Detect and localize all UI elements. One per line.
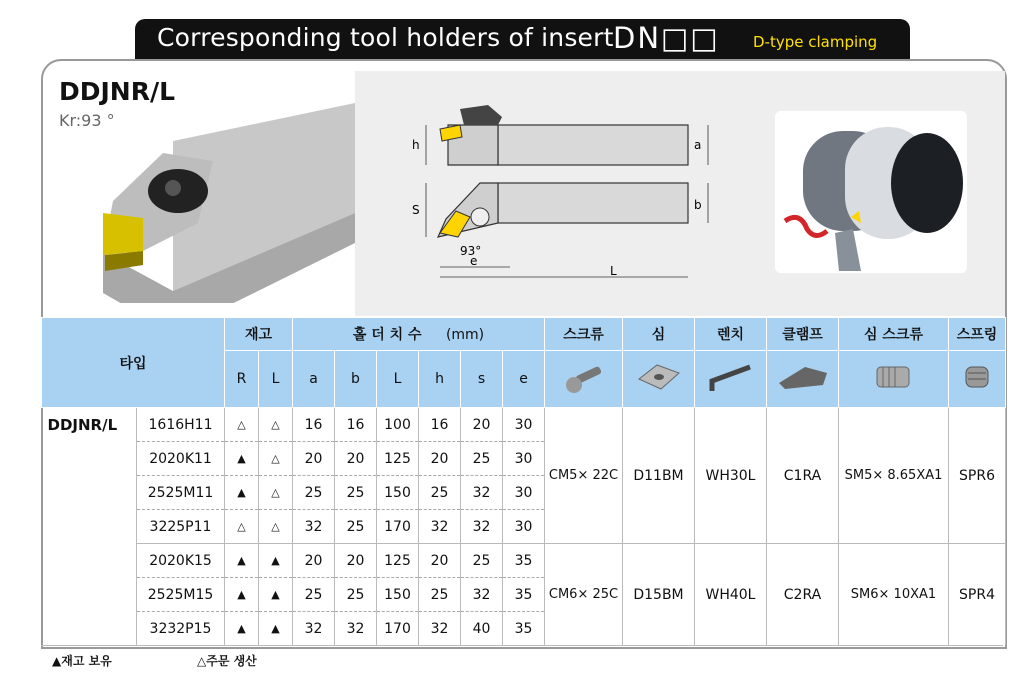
sub-r: R [225,351,259,408]
row-len: 125 [377,544,419,578]
sub-e: e [503,351,545,408]
legend-in-stock: ▲재고 보유 [52,654,112,668]
clamping-type: D-type clamping [753,33,878,51]
dim-label-s: S [412,203,420,217]
row-h: 32 [419,612,461,646]
row-r: ▲ [225,442,259,476]
group2-shim-screw: SM6× 10XA1 [839,544,949,646]
row-b: 20 [335,544,377,578]
row-len: 170 [377,510,419,544]
row-code: 2525M11 [137,476,225,510]
shim-screw-icon [839,351,949,408]
family-name: DDJNR/L [42,408,137,646]
row-s: 25 [461,544,503,578]
row-h: 32 [419,510,461,544]
sub-b: b [335,351,377,408]
row-len: 150 [377,578,419,612]
row-l: △ [259,408,293,442]
row-b: 20 [335,442,377,476]
dim-label-angle: 93° [460,244,482,258]
group1-shim-screw: SM5× 8.65XA1 [839,408,949,544]
row-code: 1616H11 [137,408,225,442]
row-s: 20 [461,408,503,442]
screw-header: 스크류 [545,318,623,351]
header-title: Corresponding tool holders of insert [157,23,614,52]
shim-screw-header: 심 스크류 [839,318,949,351]
group1-wrench: WH30L [695,408,767,544]
row-l: △ [259,442,293,476]
row-e: 30 [503,476,545,510]
row-l: ▲ [259,612,293,646]
row-s: 25 [461,442,503,476]
row-h: 25 [419,476,461,510]
legend-order: △주문 생산 [197,654,257,668]
group2-shim: D15BM [623,544,695,646]
row-s: 32 [461,476,503,510]
row-b: 32 [335,612,377,646]
spec-table [41,317,1006,646]
type-header: 타입 [42,318,225,408]
group1-clamp: C1RA [767,408,839,544]
screw-icon [545,351,623,408]
sub-len: L [377,351,419,408]
group1-spring: SPR6 [949,408,1006,544]
row-code: 2525M15 [137,578,225,612]
spring-icon [949,351,1006,408]
row-len: 100 [377,408,419,442]
group2-clamp: C2RA [767,544,839,646]
row-h: 16 [419,408,461,442]
dim-label-e: e [470,254,478,268]
row-l: ▲ [259,578,293,612]
row-e: 35 [503,578,545,612]
row-b: 25 [335,476,377,510]
row-b: 25 [335,578,377,612]
row-code: 3225P11 [137,510,225,544]
stock-header: 재고 [225,318,293,351]
tool-holder-illustration [103,103,355,303]
row-l: ▲ [259,544,293,578]
row-len: 125 [377,442,419,476]
table-bottom-border [41,645,1003,646]
row-r: △ [225,408,259,442]
row-a: 20 [293,442,335,476]
row-l: △ [259,510,293,544]
row-a: 25 [293,476,335,510]
row-e: 35 [503,544,545,578]
row-h: 20 [419,544,461,578]
row-code: 2020K11 [137,442,225,476]
row-s: 40 [461,612,503,646]
row-l: △ [259,476,293,510]
row-s: 32 [461,510,503,544]
row-e: 30 [503,408,545,442]
product-name: DDJNR/L [59,77,176,106]
row-h: 20 [419,442,461,476]
dims-header: 홀 더 치 수 (mm) [293,318,545,351]
wrench-icon [695,351,767,408]
row-e: 30 [503,442,545,476]
shim-header: 심 [623,318,695,351]
row-e: 30 [503,510,545,544]
dimension-drawing [398,99,738,299]
row-r: ▲ [225,612,259,646]
group2-spring: SPR4 [949,544,1006,646]
dim-label-b: b [694,198,702,212]
section-header [135,19,910,59]
kr-angle: Kr:93 ° [59,111,115,130]
wrench-header: 렌치 [695,318,767,351]
group1-shim: D11BM [623,408,695,544]
row-r: ▲ [225,544,259,578]
shim-icon [623,351,695,408]
group2-wrench: WH40L [695,544,767,646]
row-a: 32 [293,510,335,544]
dim-label-h: h [412,138,420,152]
row-a: 25 [293,578,335,612]
row-h: 25 [419,578,461,612]
insert-code: DN□□ [613,21,720,55]
row-r: ▲ [225,476,259,510]
row-a: 32 [293,612,335,646]
row-code: 2020K15 [137,544,225,578]
row-r: ▲ [225,578,259,612]
row-len: 170 [377,612,419,646]
sub-s: s [461,351,503,408]
row-r: △ [225,510,259,544]
row-b: 25 [335,510,377,544]
sub-a: a [293,351,335,408]
clamp-header: 클램프 [767,318,839,351]
row-len: 150 [377,476,419,510]
row-a: 20 [293,544,335,578]
row-e: 35 [503,612,545,646]
sub-l: L [259,351,293,408]
row-code: 3232P15 [137,612,225,646]
group1-screw: CM5× 22C [545,408,623,544]
group2-screw: CM6× 25C [545,544,623,646]
workpiece-photo [775,111,967,273]
spring-header: 스프링 [949,318,1006,351]
clamp-icon [767,351,839,408]
row-s: 32 [461,578,503,612]
dim-label-a: a [694,138,702,152]
row-b: 16 [335,408,377,442]
sub-h: h [419,351,461,408]
dim-label-l: L [610,264,617,278]
row-a: 16 [293,408,335,442]
